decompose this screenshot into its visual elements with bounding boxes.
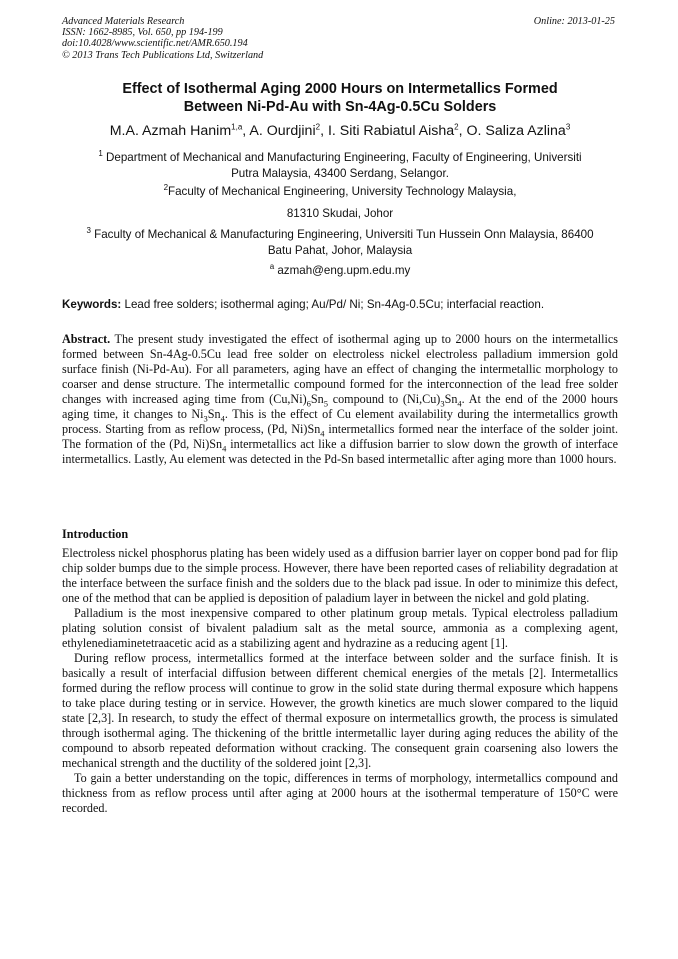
title-line-1: Effect of Isothermal Aging 2000 Hours on Intermetallics Formed <box>122 81 558 97</box>
email-sup: a <box>269 262 275 272</box>
abstract-text: Sn <box>310 392 324 406</box>
abstract-subscript: 3 <box>203 413 208 424</box>
abstract-text: intermetallics act like a diffusion barrier to slow down the growth of interface intermetallics. Lastly, Au element was detected in the Pd-Sn based intermetallic after aging more than 1000 hours. <box>62 437 618 466</box>
issn-line: ISSN: 1662-8985, Vol. 650, pp 194-199 <box>62 27 223 39</box>
affiliation-3-line-2: Batu Pahat, Johor, Malaysia <box>267 244 413 257</box>
author-2-sup: 2 <box>315 122 321 132</box>
copyright-line: © 2013 Trans Tech Publications Ltd, Switzerland <box>62 49 264 61</box>
author-1-sup: 1,a <box>231 122 243 132</box>
doi-line[interactable]: doi:10.4028/www.scientific.net/AMR.650.194 <box>62 38 248 50</box>
affiliation-3-text: Faculty of Mechanical & Manufacturing Engineering, Universiti Tun Hussein Onn Malaysia, 86400 <box>90 228 594 241</box>
abstract-text: . At the end of the 2000 hours aging time, it changes to Ni <box>62 392 619 421</box>
author-2: , A. Ourdjini <box>242 123 316 139</box>
abstract-subscript: 4 <box>320 428 325 439</box>
affiliation-3 <box>62 227 618 259</box>
author-1: M.A. Azmah Hanim <box>109 123 232 139</box>
affiliation-2-text: Faculty of Mechanical Engineering, University Technology Malaysia, <box>168 185 517 198</box>
abstract-text: Sn <box>207 407 221 421</box>
affiliation-1-text: Department of Mechanical and Manufacturing Engineering, Faculty of Engineering, Universiti <box>102 151 582 164</box>
abstract-text: intermetallics formed near the interface of the solder joint. The formation of the (Pd, Ni)Sn <box>62 422 618 451</box>
online-date: Online: 2013-01-25 <box>533 16 615 27</box>
abstract-subscript: 5 <box>323 398 328 409</box>
intro-paragraph-4: To gain a better understanding on the topic, differences in terms of morphology, intermetallics compound and thickness from as reflow process until after aging at 2000 hours at the isothermal temperature of 150°C were recorded. <box>62 771 618 815</box>
abstract-subscript: 4 <box>222 443 227 454</box>
intro-paragraph-1: Electroless nickel phosphorus plating has been widely used as a diffusion barrier layer on copper bond pad for flip chip solder bumps due to the simple process. However, there have been reported cases of reliability degradation at the interface between the surface finish and the solders due to the black pad issue. In oder to minimize this defect, one of the method that can be applied is deposition of paladium layer in between the nickel and gold plating. <box>62 546 618 605</box>
intro-paragraph-3: During reflow process, intermetallics formed at the interface between solder and the surface finish. It is basically a result of interfacial diffusion between different chemical energies of the metals [2]. Intermetallics formed during the reflow process will continue to grow in the solid state during thermal exposure which happens to take place during testing or in service. However, the growth kinetics are much slower compared to the liquid state [2,3]. In research, to study the effect of thermal exposure on intermetallics growth, the process is simulated through isothermal aging. The thickening of the brittle intermetallic layer during aging reduces the ability of the compound to absorb repeated deformation without cracking. The consequent grain coarsening also lowers the mechanical strength and the ductility of the soldered joint [2,3]. <box>62 651 618 770</box>
keywords-text: Lead free solders; isothermal aging; Au/Pd/ Ni; Sn-4Ag-0.5Cu; interfacial reaction. <box>121 298 545 311</box>
title-line-2: Between Ni-Pd-Au with Sn-4Ag-0.5Cu Solders <box>183 99 497 115</box>
keywords <box>62 297 618 313</box>
affiliation-1 <box>62 150 618 182</box>
journal-header <box>62 16 618 61</box>
affiliation-3-sup: 3 <box>86 226 91 236</box>
abstract <box>62 332 618 467</box>
abstract-subscript: 4 <box>220 413 225 424</box>
affiliation-2 <box>62 184 618 200</box>
author-3-sup: 2 <box>454 122 459 132</box>
abstract-text: compound to (Ni,Cu) <box>327 392 441 406</box>
email-address[interactable]: azmah@eng.upm.edu.my <box>274 264 411 277</box>
affiliation-1-sup: 1 <box>98 149 103 159</box>
affiliation-1-line-1 <box>62 150 618 166</box>
abstract-text: The present study investigated the effect of isothermal aging up to 2000 hours on the intermetallics formed between Sn-4Ag-0.5Cu lead free solder on electroless nickel electroless palladium immersion gold surface finish (Ni-Pd-Au). For all parameters, aging have an effect of changing the intermetallic morphology to coarser and dense structure. The intermetallic compound formed for the interconnection of the lead free solder changes with increased aging time from (Cu,Ni) <box>62 332 618 406</box>
author-3: , I. Siti Rabiatul Aisha <box>320 123 455 139</box>
affiliation-2-line-2: 81310 Skudai, Johor <box>286 207 394 220</box>
section-heading-introduction: Introduction <box>62 527 129 541</box>
author-list <box>62 122 618 140</box>
paper-title <box>62 80 618 116</box>
affiliation-2-sup: 2 <box>163 183 169 193</box>
author-4-sup: 3 <box>565 122 571 132</box>
abstract-text: . This is the effect of Cu element availability during the intermetallics growth process. Starting from as reflow process, (Pd, Ni)Sn <box>62 407 618 436</box>
intro-paragraph-2: Palladium is the most inexpensive compared to other platinum group metals. Typical electroless palladium plating solution consist of bivalent paladium salt as the metal source, ammonia as a complexing agent, ethylenediaminetetraacetic acid as a stabilizing agent and hydrazine as a reducing agent [1]. <box>62 606 618 650</box>
affiliation-1-line-2: Putra Malaysia, 43400 Serdang, Selangor. <box>231 167 449 180</box>
corresponding-email <box>62 263 618 279</box>
abstract-subscript: 6 <box>306 398 311 409</box>
abstract-subscript: 4 <box>457 398 462 409</box>
abstract-subscript: 3 <box>440 398 445 409</box>
journal-name: Advanced Materials Research <box>62 16 185 27</box>
introduction-body <box>62 546 618 816</box>
abstract-label: Abstract. <box>62 332 111 346</box>
affiliation-3-line-1 <box>62 227 618 243</box>
keywords-label: Keywords: <box>62 298 122 311</box>
abstract-text: Sn <box>444 392 458 406</box>
author-4: , O. Saliza Azlina <box>458 123 566 139</box>
